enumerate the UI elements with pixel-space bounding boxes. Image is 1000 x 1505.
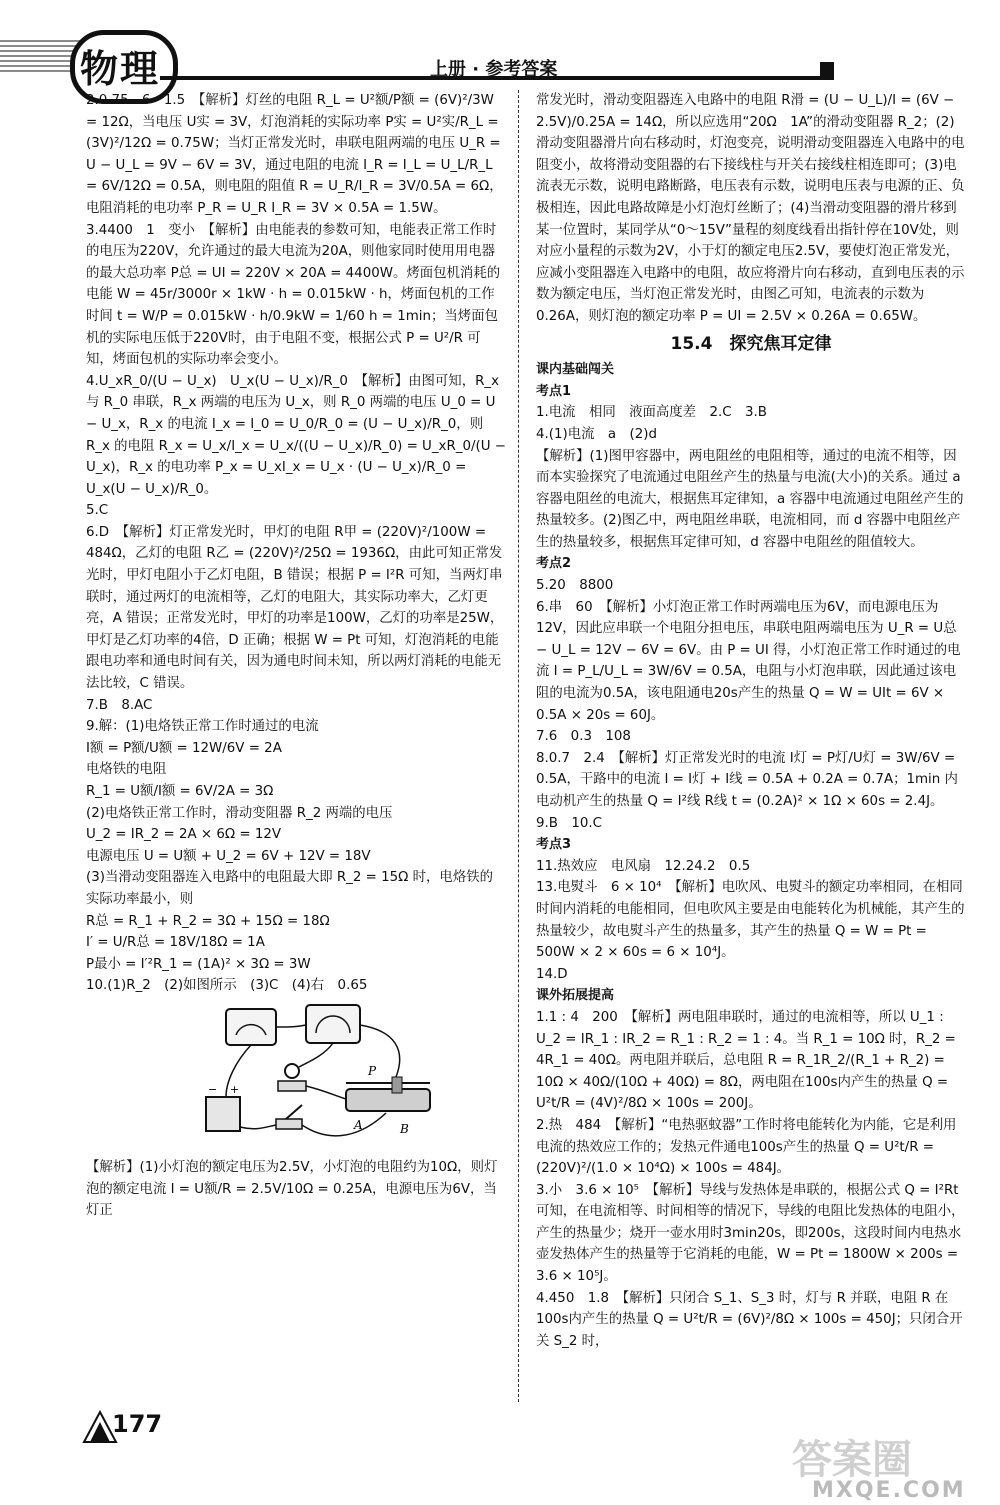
answer-13: 13.电熨斗 6 × 10⁴ 【解析】电吹风、电熨斗的额定功率相同，在相同时间内消耗的电能相同，但电吹风主要是由电能转化为机械能，其产生的热量较少，故电熨斗产生的热量多，其产生的热量 Q = W = Pt = 500W × 2 × 60s = 6 × 10⁴J。 bbox=[536, 880, 965, 961]
left-column bbox=[86, 90, 506, 1395]
label-b: B bbox=[400, 1121, 409, 1136]
kaodian-1: 考点1 bbox=[536, 383, 572, 399]
answer-9-line: I′ = U/R总 = 18V/18Ω = 1A bbox=[86, 935, 265, 951]
subject-logo: 物理 bbox=[80, 46, 161, 91]
answer-1-3: 1.电流 相同 液面高度差 2.C 3.B bbox=[536, 405, 767, 421]
answer-9-line: (3)当滑动变阻器连入电路中的电阻最大即 R_2 = 15Ω 时，电烙铁的实际功率最小，则 bbox=[86, 870, 493, 907]
circuit-diagram bbox=[196, 1001, 446, 1151]
answer-9-line: U_2 = IR_2 = 2A × 6Ω = 12V bbox=[86, 827, 282, 843]
ammeter-icon bbox=[226, 1009, 276, 1045]
answer-9-line: 电烙铁的电阻 bbox=[86, 762, 167, 778]
watermark: 答案圈 bbox=[792, 1437, 912, 1483]
switch-lever bbox=[286, 1105, 302, 1119]
answer-6: 6.串 60 【解析】小灯泡正常工作时两端电压为6V，而电源电压为12V，因此应串联一个电阻分担电压，串联电阻两端电压为 U_R = U总 − U_L = 12V − 6V = 6V。由 P = UI 得，小灯泡正常工作时通过的电流 I = P_L/U_L = 3W/6V = 0.5A，电阻与小灯泡串联，因此通过该电阻的电流为0.5A，该电阻通电20s产生的热量 Q = W = UIt = 6V × 0.5A × 20s = 60J。 bbox=[536, 599, 961, 723]
watermark-url: MXQE.COM bbox=[812, 1478, 966, 1503]
answer-9-10: 9.B 10.C bbox=[536, 815, 602, 831]
answer-11-12: 11.热效应 电风扇 12.24.2 0.5 bbox=[536, 858, 751, 874]
answer-9-line: 9.解：(1)电烙铁正常工作时通过的电流 bbox=[86, 719, 319, 735]
page-footer bbox=[0, 1400, 1000, 1505]
answer-9-line: I额 = P额/U额 = 12W/6V = 2A bbox=[86, 740, 282, 756]
rheostat-icon bbox=[346, 1089, 430, 1111]
header-title: 上册 · 参考答案 bbox=[430, 59, 558, 80]
answer-9-line: R_1 = U额/I额 = 6V/2A = 3Ω bbox=[86, 784, 274, 799]
answer-9-line: P最小 = I′²R_1 = (1A)² × 3Ω = 3W bbox=[86, 956, 311, 972]
answer-10-analysis: 【解析】(1)小灯泡的额定电压为2.5V，小灯泡的电阻约为10Ω，则灯泡的额定电流 I = U额/R = 2.5V/10Ω = 0.25A，电源电压为6V，当灯正 bbox=[86, 1159, 498, 1219]
answer-9-line: (2)电烙铁正常工作时，滑动变阻器 R_2 两端的电压 bbox=[86, 805, 393, 821]
wire bbox=[276, 1025, 306, 1027]
kaodian-2: 考点2 bbox=[536, 556, 572, 572]
subsection-extension: 课外拓展提高 bbox=[536, 988, 615, 1004]
answer-4-analysis: 【解析】(1)图甲容器中，两电阻丝的电阻相等，通过的电流不相等，因而本实验探究了电流通过电阻丝产生的热量与电流(大小)的关系。通过 a 容器电阻丝的电流大，根据焦耳定律知，a 容器中电流通过电阻丝产生的热量较多。(2)图乙中，两电阻丝串联，电流相同，而 d 容器中电阻丝产生的热量较多，根据焦耳定律可知，d 容器中电阻丝的阻值较大。 bbox=[536, 448, 964, 550]
answer-7: 7.6 0.3 108 bbox=[536, 729, 631, 745]
wire bbox=[240, 1125, 276, 1129]
answer-5: 5.20 8800 bbox=[536, 578, 614, 594]
label-p: P bbox=[368, 1063, 377, 1078]
answer-14: 14.D bbox=[536, 966, 568, 982]
label-a: A bbox=[354, 1117, 363, 1132]
answer-8: 8.0.7 2.4 【解析】灯正常发光时的电流 I灯 = P灯/U灯 = 3W/6V = 0.5A，干路中的电流 I = I灯 + I线 = 0.5A + 0.2A = 0.7A；1min 内电动机产生的热量 Q = I²线 R线 t = (0.2A)² × 1Ω × 60s = 2.4J。 bbox=[536, 750, 958, 809]
header-decoration bbox=[0, 40, 80, 72]
wire bbox=[302, 1113, 386, 1136]
switch-icon bbox=[276, 1119, 302, 1129]
subsection-basic: 课内基础闯关 bbox=[536, 362, 615, 378]
extension-2: 2.热 484 【解析】“电热驱蚊器”工作时将电能转化为内能，它是利用电流的热效应工作的；发热元件通电100s产生的热量 Q = U²t/R = (220V)²/(1.0 × 10⁴Ω) × 100s = 484J。 bbox=[536, 1117, 957, 1177]
extension-3: 3.小 3.6 × 10⁵ 【解析】导线与发热体是串联的，根据公式 Q = I²Rt 可知，在电流相等、时间相等的情况下，导线的电阻比发热体的电阻小，产生的热量少；烧开一壶水用时3min20s，即200s，这段时间内电热水壶发热体产生的热量等于它消耗的电能，W = Pt = 1800W × 200s = 3.6 × 10⁵J。 bbox=[536, 1182, 965, 1285]
extension-1: 1.1 : 4 200 【解析】两电阻串联时，通过的电流相等，所以 U_1 : U_2 = IR_1 : IR_2 = R_1 : R_2 = 1 : 4。当 R_1 = 10Ω 时，R_2 = 4R_1 = 40Ω。两电阻并联后，总电阻 R = R_1R_2/(R_1 + R_2) = 10Ω × 40Ω/(10Ω + 40Ω) = 8Ω，两电阻在100s内产生的热量 Q = U²t/R = (4V)²/8Ω × 100s = 200J。 bbox=[536, 1009, 956, 1112]
answer-4: 4.U_xR_0/(U − U_x) U_x(U − U_x)/R_0 【解析】由图可知，R_x 与 R_0 串联，R_x 两端的电压为 U_x，则 R_0 两端的电压 U_0 = U − U_x，R_x 的电流 I_x = I_0 = U_0/R_0 = (U − U_x)/R_0，则 R_x 的电阻 R_x = U_x/I_x = U_x/((U − U_x)/R_0) = U_xR_0/(U − U_x)，R_x 的电功率 P_x = U_xI_x = U_x · (U − U_x)/R_0 = U_x(U − U_x)/R_0。 bbox=[86, 373, 507, 497]
rheostat-slider bbox=[392, 1077, 402, 1093]
section-title: 15.4 探究焦耳定律 bbox=[670, 333, 832, 354]
column-divider bbox=[518, 90, 520, 1402]
battery-minus: − bbox=[208, 1082, 218, 1096]
extension-4: 4.450 1.8 【解析】只闭合 S_1、S_3 时，灯与 R 并联，电阻 R 在100s内产生的热量 Q = U²t/R = (6V)²/8Ω × 100s = 450J；只闭合开关 S_2 时， bbox=[536, 1290, 963, 1349]
header-square-icon bbox=[820, 62, 834, 80]
bulb-icon bbox=[285, 1064, 299, 1078]
answer-10: 10.(1)R_2 (2)如图所示 (3)C (4)右 0.65 bbox=[86, 978, 368, 994]
kaodian-3: 考点3 bbox=[536, 837, 572, 853]
answer-5: 5.C bbox=[86, 503, 109, 519]
battery-plus: + bbox=[230, 1082, 240, 1096]
answer-7-8: 7.B 8.AC bbox=[86, 697, 153, 713]
voltmeter-icon bbox=[306, 1005, 360, 1043]
answer-9-line: R总 = R_1 + R_2 = 3Ω + 15Ω = 18Ω bbox=[86, 913, 330, 929]
page-number: 177 bbox=[112, 1410, 163, 1438]
answer-6: 6.D 【解析】灯正常发光时，甲灯的电阻 R甲 = (220V)²/100W = 484Ω，乙灯的电阻 R乙 = (220V)²/25Ω = 1936Ω，由此可知正常发光时，甲灯电阻小于乙灯电阻，B 错误；根据 P = I²R 可知，当两灯串联时，通过两灯的电流相等，乙灯的电阻大，其实际功率大，乙灯更亮，A 错误；正常发光时，甲灯的功率是100W，乙灯的功率是25W，甲灯是乙灯功率的4倍，D 正确；根据 W = Pt 可知，灯泡消耗的电能跟电功率和通电时间有关，因为通电时间未知，所以两灯消耗的电能无法比较，C 错误。 bbox=[86, 524, 504, 692]
circuit-svg bbox=[196, 1001, 446, 1151]
wire bbox=[299, 1043, 333, 1067]
answer-10-continued: 常发光时，滑动变阻器连入电路中的电阻 R滑 = (U − U_L)/I = (6V − 2.5V)/0.25A = 14Ω，所以应选用“20Ω 1A”的滑动变阻器 R_2；(2)滑动变阻器滑片向右移动时，灯泡变亮，说明滑动变阻器连入电路中的电阻变小，故将滑动变阻器的右下接线柱与开关右接线柱相连即可；(3)电流表无示数，说明电路断路，电压表有示数，说明电压表与电源的正、负极相连，因此电路故障是小灯泡灯丝断了；(4)当滑动变阻器的滑片移到某一位置时，某同学从“0～15V”量程的刻度线看出指针停在10V处，则对应小量程的示数为2V，小于灯的额定电压2.5V，要使灯泡正常发光，应减小变阻器连入电路中的电阻，故应将滑片向右移动，直到电压表的示数为额定电压，当灯泡正常发光时，由图乙可知，电流表的示数为0.26A，则灯泡的额定功率 P = UI = 2.5V × 0.26A = 0.65W。 bbox=[536, 93, 965, 324]
answer-4: 4.(1)电流 a (2)d bbox=[536, 426, 657, 442]
battery-icon bbox=[206, 1097, 240, 1131]
wire bbox=[360, 1025, 400, 1077]
answer-3: 3.4400 1 变小 【解析】由电能表的参数可知，电能表正常工作时的电压为220V，允许通过的最大电流为20A，则他家同时使用用电器的最大总功率 P总 = UI = 220V × 20A = 4400W。烤面包机消耗的电能 W = 45r/3000r × 1kW · h = 0.015kW · h，烤面包机的工作时间 t = W/P = 0.015kW · h/0.9kW = 1/60 h = 1min；当烤面包机的实际电压低于220V时，由于电阻不变，根据公式 P = U²/R 可知，烤面包机的实际功率会变小。 bbox=[86, 222, 501, 368]
answer-9-line: 电源电压 U = U额 + U_2 = 6V + 12V = 18V bbox=[86, 848, 371, 864]
bulb-socket bbox=[278, 1081, 306, 1091]
answer-2: 2.0.75 6 1.5 【解析】灯丝的电阻 R_L = U²额/P额 = (6V)²/3W = 12Ω，当电压 U实 = 3V，灯泡消耗的实际功率 P实 = U²实/R_L = (3V)²/12Ω = 0.75W；当灯正常发光时，串联电阻两端的电压 U_R = U − U_L = 9V − 6V = 3V，通过电阻的电流 I_R = I_L = U_L/R_L = 6V/12Ω = 0.5A，则电阻的阻值 R = U_R/I_R = 3V/0.5A = 6Ω，电阻消耗的电功率 P_R = U_R I_R = 3V × 0.5A = 1.5W。 bbox=[86, 93, 503, 216]
right-column bbox=[536, 90, 966, 1395]
wire bbox=[306, 1086, 346, 1099]
